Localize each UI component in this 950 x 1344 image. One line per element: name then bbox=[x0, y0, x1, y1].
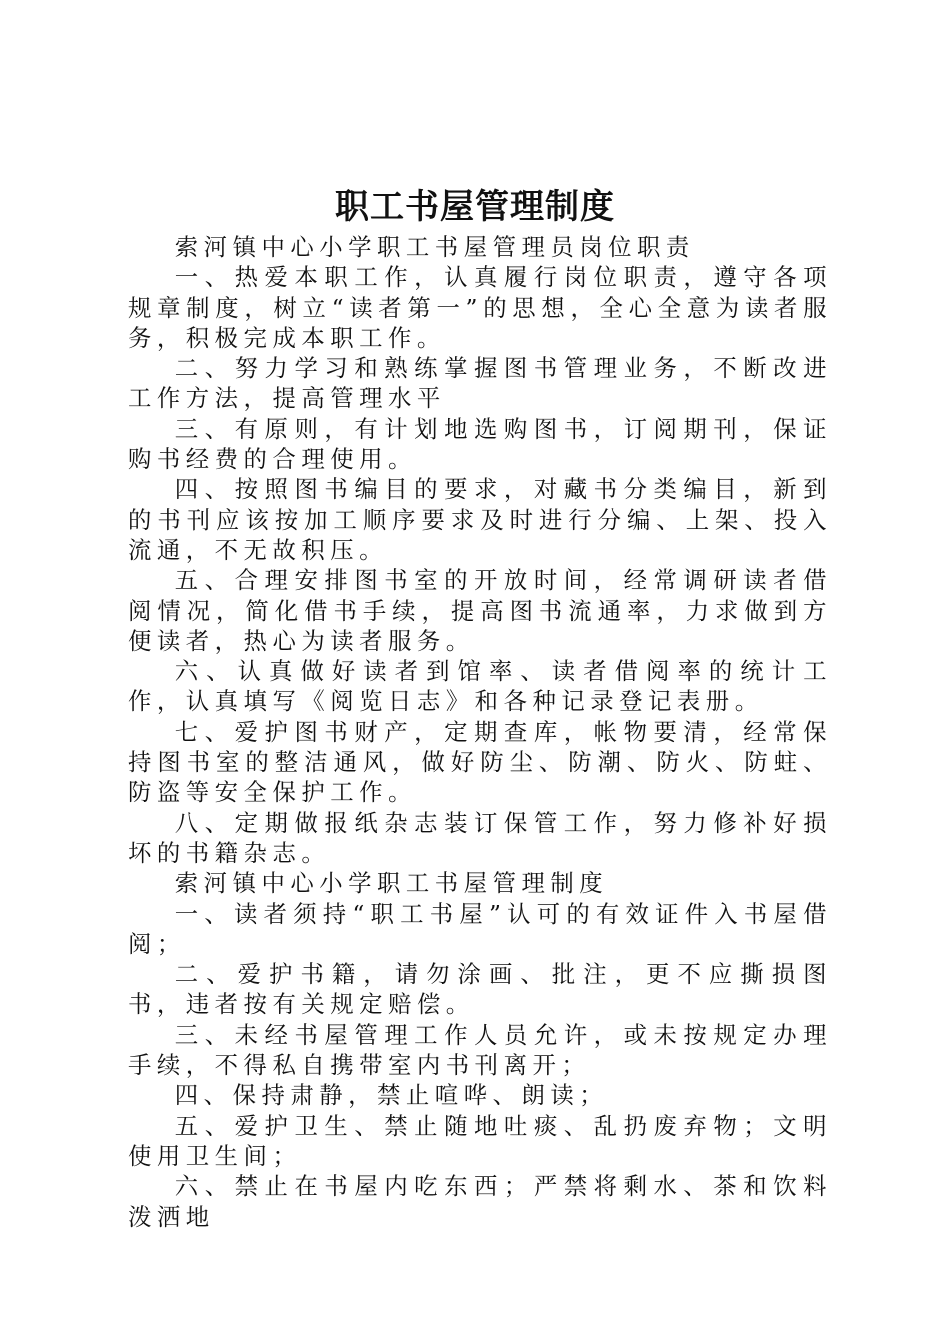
paragraph: 二、努力学习和熟练掌握图书管理业务，不断改进工作方法，提高管理水平 bbox=[128, 354, 832, 413]
paragraph: 五、合理安排图书室的开放时间，经常调研读者借阅情况，简化借书手续，提高图书流通率，力求做到方便读者，热心为读者服务。 bbox=[128, 566, 832, 655]
section-heading-duties: 索河镇中心小学职工书屋管理员岗位职责 bbox=[174, 233, 695, 261]
document-title: 职工书屋管理制度 bbox=[335, 187, 615, 227]
paragraph: 三、未经书屋管理工作人员允许，或未按规定办理手续，不得私自携带室内书刊离开； bbox=[128, 1020, 832, 1080]
paragraph: 一、读者须持“职工书屋”认可的有效证件入书屋借阅； bbox=[128, 899, 832, 958]
paragraph: 七、爱护图书财产，定期查库，帐物要清，经常保持图书室的整洁通风，做好防尘、防潮、防火、防蛀、防盗等安全保护工作。 bbox=[128, 717, 832, 807]
paragraph: 六、禁止在书屋内吃东西；严禁将剩水、茶和饮料泼洒地 bbox=[128, 1172, 832, 1231]
paragraph: 二、爱护书籍，请勿涂画、批注，更不应撕损图书，违者按有关规定赔偿。 bbox=[128, 960, 832, 1019]
paragraph: 四、保持肃静，禁止喧哗、朗读； bbox=[174, 1081, 609, 1110]
paragraph: 三、有原则，有计划地选购图书，订阅期刊，保证购书经费的合理使用。 bbox=[128, 414, 832, 474]
paragraph: 八、定期做报纸杂志装订保管工作，努力修补好损坏的书籍杂志。 bbox=[128, 808, 832, 867]
paragraph: 一、热爱本职工作，认真履行岗位职责，遵守各项规章制度，树立“读者第一”的思想，全心全意为读者服务，积极完成本职工作。 bbox=[128, 263, 832, 352]
paragraph: 四、按照图书编目的要求，对藏书分类编目，新到的书刊应该按加工顺序要求及时进行分编、上架、投入流通，不无故积压。 bbox=[128, 475, 832, 564]
document-body bbox=[128, 232, 832, 1232]
paragraph: 六、认真做好读者到馆率、读者借阅率的统计工作，认真填写《阅览日志》和各种记录登记表册。 bbox=[128, 657, 832, 716]
paragraph: 五、爱护卫生、禁止随地吐痰、乱扔废弃物；文明使用卫生间； bbox=[128, 1111, 832, 1170]
section-heading-rules: 索河镇中心小学职工书屋管理制度 bbox=[174, 869, 609, 898]
